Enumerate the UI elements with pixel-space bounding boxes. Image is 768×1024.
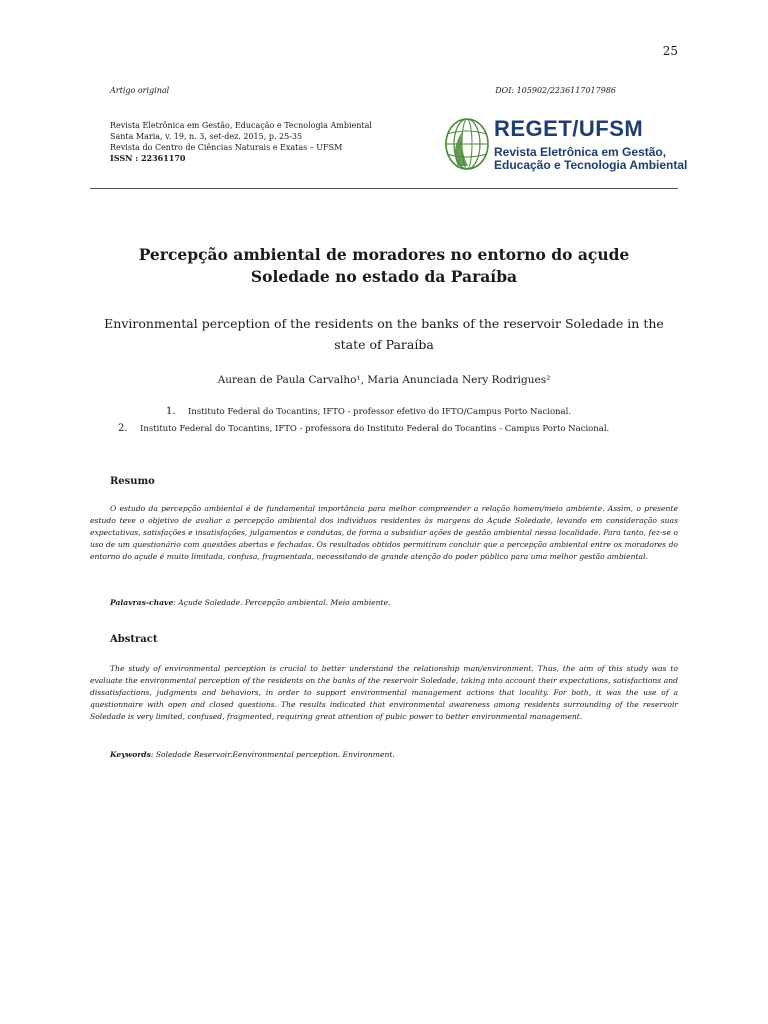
journal-center: Revista do Centro de Ciências Naturais e Exatas – UFSM xyxy=(110,143,343,152)
page-number: 25 xyxy=(662,44,678,58)
logo-subtitle-line1: Revista Eletrônica em Gestão, xyxy=(494,145,667,159)
keywords-label: Palavras-chave xyxy=(110,598,174,607)
affiliation-number: 1. xyxy=(166,406,176,417)
resumo-paragraph: O estudo da percepção ambiental é de fundamental importância para melhor compreender a relação homem/meio ambiente. Assim, o presente estudo teve o objetivo de avaliar a percepção ambiental dos indivíduos residentes às margens do Açude Soledade, levando em consideração suas expectativas, satisfações e insatisfações, julgamentos e condutas, de forma a subsidiar ações de gestão ambiental nessa localidade. Para tanto, fez-se o uso de um questionário com questões abertas e fechadas. Os resultados obtidos permitiram concluir que a percepção ambiental entre os moradores do entorno do açude é muito limitada, confusa, fragmentada, necessitando de grande atenção do poder público para uma melhor gestão ambiental. xyxy=(90,504,678,561)
palavras-chave xyxy=(110,598,678,607)
keywords-list: : Açude Soledade. Percepção ambiental. Meio ambiente. xyxy=(173,598,391,607)
logo-subtitle-line2: Educação e Tecnologia Ambiental xyxy=(494,158,688,172)
journal-name: Revista Eletrônica em Gestão, Educação e Tecnologia Ambiental xyxy=(110,121,372,130)
keywords-list: : Soledade Reservoir.Eenvironmental perception. Environment. xyxy=(150,750,395,759)
journal-info xyxy=(110,120,440,164)
author-list: Aurean de Paula Carvalho¹, Maria Anunciada Nery Rodrigues² xyxy=(217,374,551,386)
keywords-label: Keywords xyxy=(110,750,151,759)
title-portuguese: Percepção ambiental de moradores no entorno do açude Soledade no estado da Paraíba xyxy=(138,245,630,286)
keywords xyxy=(110,750,678,759)
affiliation-text: Instituto Federal do Tocantins, IFTO - professor efetivo do IFTO/Campus Porto Nacional. xyxy=(188,407,572,417)
abstract-paragraph: The study of environmental perception is crucial to better understand the relationship man/environment. Thus, the aim of this study was to evaluate the environmental perception of the residents on the banks of the reservoir Soledade, taking into account their expectations, satisfactions and dissatisfactions, judgments and behaviors, in order to support environmental management actions that locality. For both, it was the use of a questionnaire with open and closed questions. The results indicated that environmental awareness among residents surrounding of the reservoir Soledade is very limited, confused, fragmented, requiring great attention of pubic power to better environmental management. xyxy=(90,664,678,721)
journal-issue: Santa Maria, v. 19, n. 3, set-dez. 2015, p. 25-35 xyxy=(110,132,303,141)
affiliation-2 xyxy=(118,423,609,434)
globe-leaf-icon xyxy=(440,114,494,174)
reget-logo xyxy=(440,114,688,176)
resumo-heading: Resumo xyxy=(110,476,155,487)
header-divider xyxy=(90,188,678,189)
affiliation-text: Instituto Federal do Tocantins, IFTO - professora do Instituto Federal do Tocantins - Campus Porto Nacional. xyxy=(140,424,610,434)
title-english: Environmental perception of the residents on the banks of the reservoir Soledade in the state of Paraíba xyxy=(104,316,664,352)
article-header xyxy=(110,86,616,95)
affiliation-number: 2. xyxy=(118,423,128,434)
article-type: Artigo original xyxy=(110,86,170,95)
doi-link[interactable]: DOI: 105902/2236117017986 xyxy=(495,86,616,95)
logo-title: REGET/UFSM xyxy=(494,116,644,141)
abstract-heading: Abstract xyxy=(110,634,158,645)
logo-subtitle xyxy=(494,146,687,172)
journal-issn: ISSN : 22361170 xyxy=(110,153,186,163)
affiliation-1 xyxy=(166,406,571,417)
